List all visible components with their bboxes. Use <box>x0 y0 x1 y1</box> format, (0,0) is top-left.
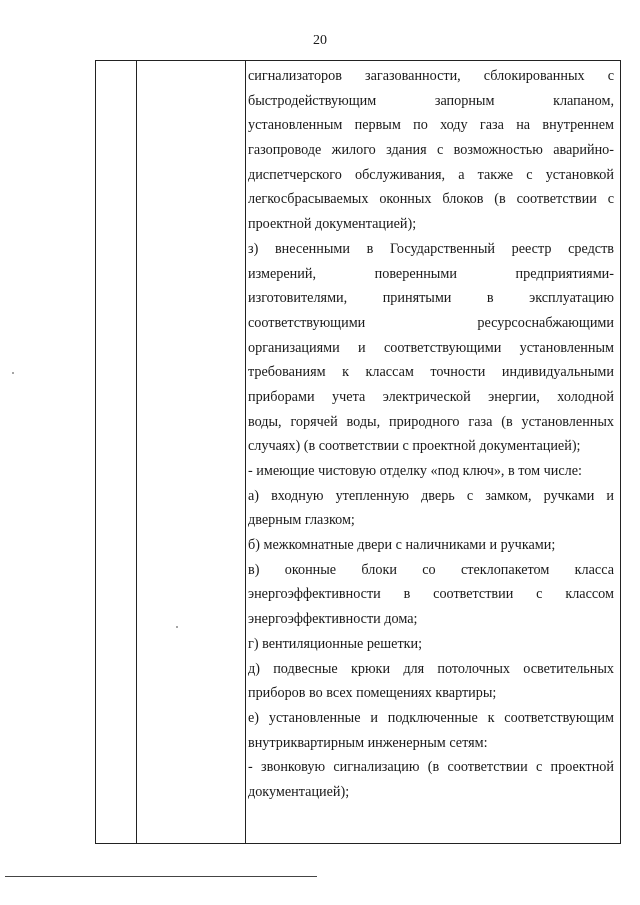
text-line: газопроводе жилого здания с возможностью аварийно- <box>248 142 614 159</box>
text-line: соответствующими ресурсоснабжающими <box>248 314 614 331</box>
requirements-text-cell <box>248 64 614 805</box>
text-line: - имеющие чистовую отделку «под ключ», в том числе: <box>248 463 582 479</box>
text-line: з) внесенными в Государственный реестр средств <box>248 240 614 257</box>
text-line: легкосбрасываемых оконных блоков (в соответствии с <box>248 191 614 208</box>
page-number: 20 <box>313 33 327 48</box>
text-line: б) межкомнатные двери с наличниками и ручками; <box>248 537 556 554</box>
text-line: - звонковую сигнализацию (в соответствии с проектной <box>248 759 614 776</box>
text-line: приборами учета электрической энергии, холодной <box>248 388 614 405</box>
text-line: в) оконные блоки со стеклопакетом класса <box>248 561 614 578</box>
scan-speck <box>176 626 178 628</box>
text-line: е) установленные и подключенные к соответствующим <box>248 709 614 726</box>
text-line: проектной документацией); <box>248 216 417 233</box>
text-line: д) подвесные крюки для потолочных осветительных <box>248 660 614 677</box>
text-line: установленным первым по ходу газа на внутреннем <box>248 117 614 134</box>
requirements-table <box>95 60 621 844</box>
scan-speck <box>12 372 14 374</box>
text-line: диспетчерского обслуживания, а также с установкой <box>248 166 614 183</box>
text-line: г) вентиляционные решетки; <box>248 635 423 652</box>
text-line: организациями и соответствующими установленным <box>248 339 614 356</box>
text-line: внутриквартирным инженерным сетям: <box>248 734 488 751</box>
text-line: энергоэффективности дома; <box>248 611 418 628</box>
text-line: сигнализаторов загазованности, сблокированных с <box>248 68 614 84</box>
text-line: требованиям к классам точности индивидуальными <box>248 364 614 381</box>
text-line: изготовителями, принятыми в эксплуатацию <box>248 290 614 307</box>
text-line: воды, горячей воды, природного газа (в установленных <box>248 413 614 430</box>
text-line: а) входную утепленную дверь с замком, ручками и <box>248 487 614 504</box>
table-column-divider <box>245 61 246 843</box>
text-line: документацией); <box>248 783 350 800</box>
text-line: энергоэффективности в соответствии с классом <box>248 586 614 603</box>
table-column-divider <box>136 61 137 843</box>
text-line: измерений, поверенными предприятиями- <box>248 265 614 282</box>
text-line: дверным глазком; <box>248 512 355 529</box>
footer-rule <box>5 876 317 877</box>
text-line: приборов во всех помещениях квартиры; <box>248 685 497 702</box>
text-line: случаях) (в соответствии с проектной документацией); <box>248 438 581 455</box>
text-line: быстродействующим запорным клапаном, <box>248 92 614 109</box>
